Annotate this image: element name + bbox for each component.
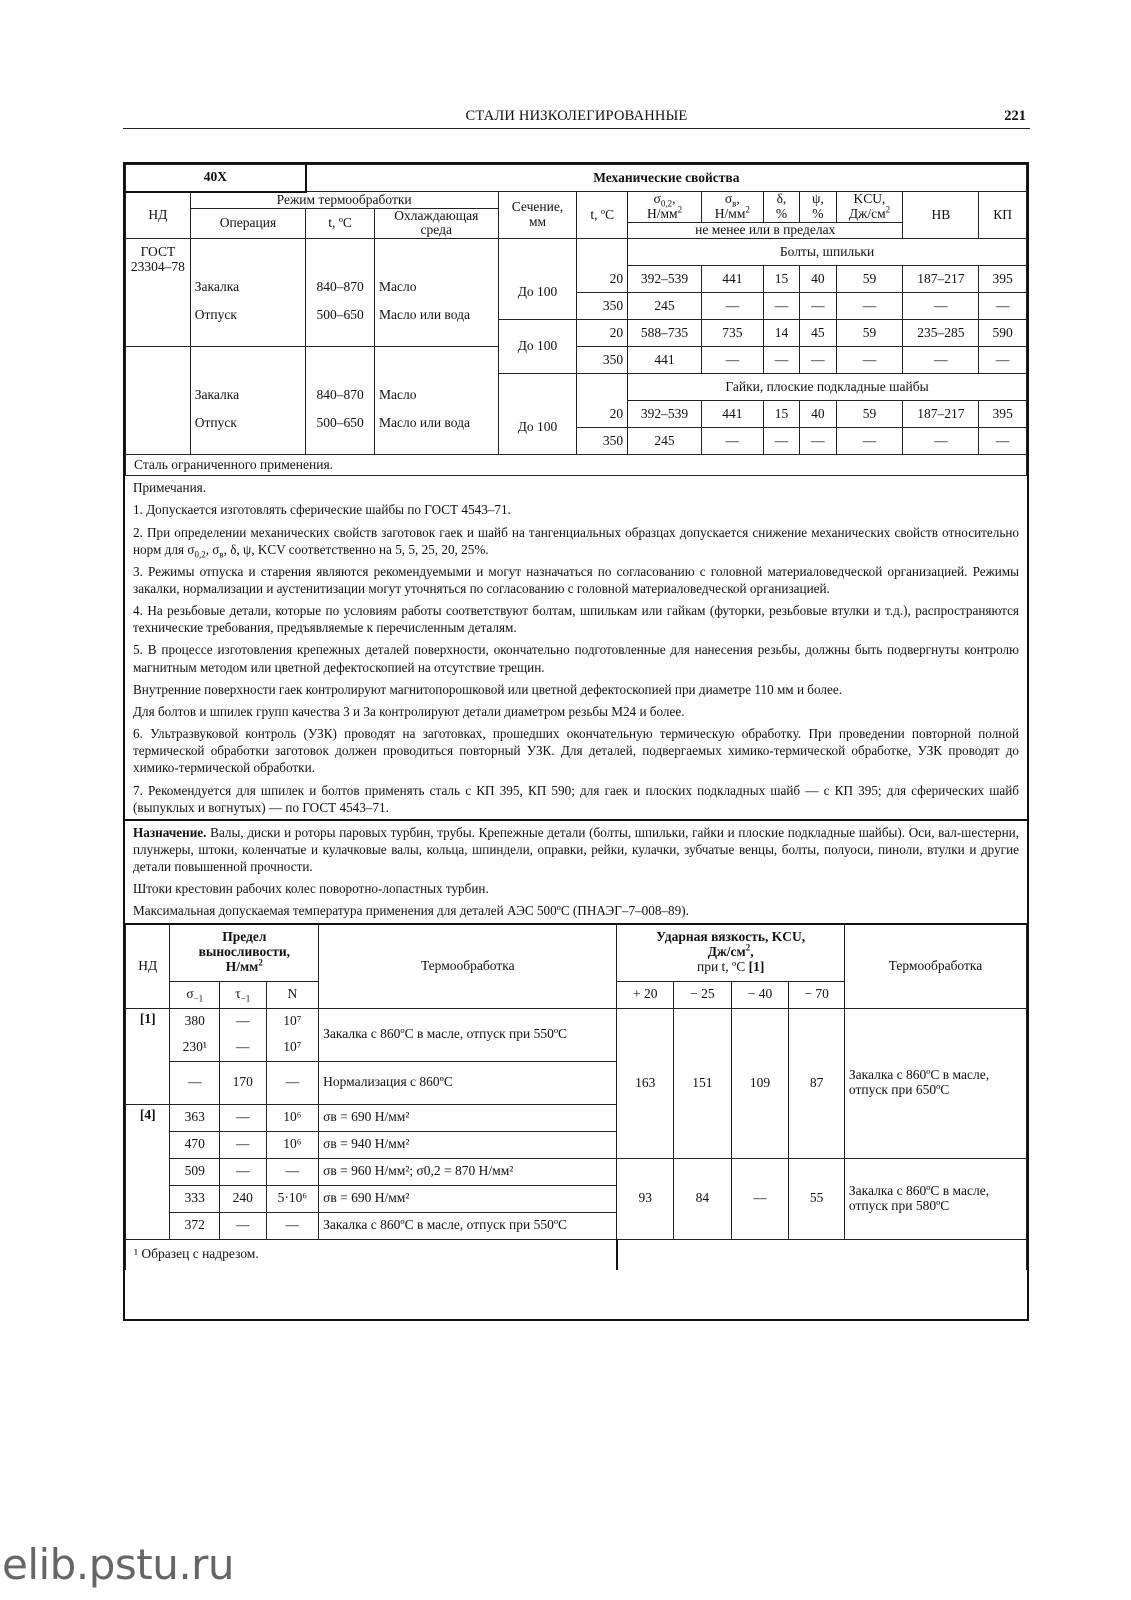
footnote: ¹ Образец с надрезом. [126,1239,617,1270]
cell: — [979,428,1027,455]
t2-col-tau: $\tau_{-1}$ [220,981,267,1008]
temp-header: − 25 [674,981,732,1008]
cell: 509 [170,1158,220,1185]
cell: 392–539 [628,266,702,293]
grade-cell: 40Х [126,165,306,192]
table-caption: Механические свойства [306,165,1027,192]
col-section: Сечение, мм [498,192,577,239]
group-nuts: Гайки, плоские подкладные шайбы [628,374,1027,401]
col-sb: $\sigma_в$, $Н/мм^2$ [701,192,763,223]
cell: — [701,347,763,374]
mechanical-properties-table [125,164,1027,476]
cell: — [763,293,799,320]
section-3: До 100 [498,401,577,455]
cell: 59 [836,401,903,428]
cell: 10⁶ [266,1131,319,1158]
heat-cell: Закалка с 860ºС в масле, отпуск при 550ºС [319,1008,617,1061]
col-kp: КП [979,192,1027,239]
cell: 392–539 [628,401,702,428]
cell: 170 [220,1061,267,1104]
subhead: не менее или в пределах [628,223,903,239]
cell: — [220,1104,267,1131]
notes-block [125,476,1027,819]
heat-cell: σв = 690 Н/мм² [319,1104,617,1131]
cell: — [220,1008,267,1035]
purpose-block [125,819,1027,923]
note-item: 4. На резьбовые детали, которые по условиям работы соответствуют болтам, шпилькам или гайкам (футорки, резьбовые втулки и т.д.), распространяются технические требования, предъявляемые к перечисленным деталям. [133,603,1019,636]
cell: 40 [800,401,836,428]
cell: 20 [577,266,628,293]
cell: — [903,347,979,374]
cell: 14 [763,320,799,347]
limited-note: Сталь ограниченного применения. [126,455,1027,476]
cell: — [701,428,763,455]
kcu-cell: 151 [674,1008,732,1158]
watermark: elib.pstu.ru [2,1540,235,1589]
t2-col-nd: НД [126,924,170,1009]
page-number: 221 [1004,108,1026,124]
col-hb: НВ [903,192,979,239]
cell: — [836,293,903,320]
cell: 240 [220,1185,267,1212]
cell: — [266,1061,319,1104]
col-t: t, ºC [306,208,375,239]
cell: 15 [763,266,799,293]
cell: — [220,1131,267,1158]
cell: 441 [701,401,763,428]
cell: 470 [170,1131,220,1158]
cell: 441 [701,266,763,293]
kcu-cell: 87 [789,1008,845,1158]
cell: 20 [577,401,628,428]
cell: 350 [577,428,628,455]
purpose-line: Штоки крестовин рабочих колес поворотно-лопастных турбин. [133,881,489,897]
temp-header: + 20 [617,981,674,1008]
t2-col-limit: Предел выносливости, $Н/мм^2$ [170,924,319,982]
cell: — [220,1212,267,1239]
purpose-label: Назначение. [133,824,207,840]
cell: 59 [836,266,903,293]
col-psi: ψ, % [800,192,836,223]
cell: — [763,428,799,455]
cell: 590 [979,320,1027,347]
cell: 5·10⁶ [266,1185,319,1212]
note-item: 6. Ультразвуковой контроль (УЗК) проводят на заготовках, прошедших окончательную термическую обработку. При проведении повторной полной термической обработки заготовок должен проводиться повторный УЗК. Для деталей, подвергаемых химико-термической обработке, УЗК проводят до химико-термической обработки. [133,726,1019,776]
section-1: До 100 [498,266,577,320]
note-item: Внутренние поверхности гаек контролируют магнитопорошковой или цветной дефектоскопией при диаметре 110 мм и более. [133,681,843,697]
cell: 235–285 [903,320,979,347]
t2-col-heat: Термообработка [319,924,617,1009]
temp-header: − 70 [789,981,845,1008]
cell: 187–217 [903,401,979,428]
cell: — [800,428,836,455]
cell: 187–217 [903,266,979,293]
note-item: 1. Допускается изготовлять сферические шайбы по ГОСТ 4543–71. [133,502,511,518]
note-item: 7. Рекомендуется для шпилек и болтов применять сталь с КП 395, КП 590; для гаек и плоских подкладных шайб — с КП 395; для сферических шайб (выпуклых и вогнутых) — по ГОСТ 4543–71. [133,782,1019,815]
cell: 588–735 [628,320,702,347]
temps-1: 840–870 500–650 [306,239,375,347]
cell: 333 [170,1185,220,1212]
note-item: Для болтов и шпилек групп качества 3 и 3а контролируют детали диаметром резьбы М24 и более. [133,703,685,719]
kcu-cell: 93 [617,1158,674,1239]
cell: — [701,293,763,320]
purpose-line: Максимальная допускаемая температура применения для деталей АЭС 500ºС (ПНАЭГ–7–008–89). [133,903,689,919]
ops-1: Закалка Отпуск [190,239,305,347]
notes-heading: Примечания. [133,480,207,496]
cell: — [220,1158,267,1185]
cell: — [220,1035,267,1062]
main-table-box [123,162,1029,1321]
running-title: СТАЛИ НИЗКОЛЕГИРОВАННЫЕ [465,108,688,124]
note-item: 3. Режимы отпуска и старения являются рекомендуемыми и могут назначаться по согласованию с головной материаловедческой организацией. Режимы закалки, нормализации и аустенитизации могут уточняться по согласованию с головной материаловедческой организацией. [133,563,1019,596]
kcu-cell: 109 [731,1008,789,1158]
ref-1: [1] [126,1008,170,1104]
cell: — [903,293,979,320]
cell: 245 [628,293,702,320]
t2-col-sigma: $\sigma_{-1}$ [170,981,220,1008]
section-2: До 100 [498,320,577,374]
cell: — [170,1061,220,1104]
media-1: Масло Масло или вода [375,239,499,347]
temps-2: 840–870 500–650 [306,347,375,455]
cell: 230¹ [170,1035,220,1062]
heat-cell: Закалка с 860ºС в масле, отпуск при 550ºС [319,1212,617,1239]
t2-col-n: N [266,981,319,1008]
col-kcu: KCU, $Дж/см^2$ [836,192,903,223]
heat-cell: Нормализация с 860ºС [319,1061,617,1104]
cell: — [266,1158,319,1185]
fatigue-impact-table [125,923,1027,1270]
cell: 45 [800,320,836,347]
cell: — [979,293,1027,320]
note-item: 5. В процессе изготовления крепежных деталей поверхности, окончательно подготовленные для нанесения резьбы, должны быть подвергнуты контролю магнитным методом или цветной дефектоскопией на отсутствие трещин. [133,642,1019,675]
cell: 15 [763,401,799,428]
cell: 350 [577,293,628,320]
cell: 20 [577,320,628,347]
temp-header: − 40 [731,981,789,1008]
cell: 372 [170,1212,220,1239]
cell: 380 [170,1008,220,1035]
purpose-text: Назначение. Валы, диски и роторы паровых турбин, трубы. Крепежные детали (болты, шпильки, гайки и плоские подкладные шайбы). Оси, вал-шестерни, плунжеры, штоки, коленчатые и кулачковые валы, кольца, шпиндели, оправки, рейки, кулачки, зубчатые венцы, болты, полуоси, пиноли, втулки и другие детали повышенной прочности. [133,824,1019,875]
cell: 10⁶ [266,1104,319,1131]
cell: 441 [628,347,702,374]
group-bolts: Болты, шпильки [628,239,1027,266]
cell: 10⁷ [266,1008,319,1035]
cell: 395 [979,401,1027,428]
heat-cell: σв = 690 Н/мм² [319,1185,617,1212]
col-delta: δ, % [763,192,799,223]
cell: 735 [701,320,763,347]
col-operation: Операция [190,208,305,239]
col-mode: Режим термообработки [190,192,498,209]
col-medium: Охлаждающая среда [375,208,499,239]
t2-col-heat2: Термообработка [844,924,1026,1009]
cell: 245 [628,428,702,455]
kcu-cell: 55 [789,1158,845,1239]
col-nd: НД [126,192,191,239]
cell: — [836,347,903,374]
cell: — [800,293,836,320]
heat-cell: σв = 940 Н/мм² [319,1131,617,1158]
cell: 10⁷ [266,1035,319,1062]
heat-right-1: Закалка с 860ºС в масле, отпуск при 650ºС [844,1008,1026,1158]
cell: — [800,347,836,374]
cell: 395 [979,266,1027,293]
cell: — [763,347,799,374]
cell: — [979,347,1027,374]
cell: 363 [170,1104,220,1131]
kcu-cell: 84 [674,1158,732,1239]
heat-cell: σв = 960 Н/мм²; σ0,2 = 870 Н/мм² [319,1158,617,1185]
kcu-cell: — [731,1158,789,1239]
nd-value: ГОСТ 23304–78 [126,239,191,347]
kcu-cell: 163 [617,1008,674,1158]
heat-right-2: Закалка с 860ºС в масле, отпуск при 580ºС [844,1158,1026,1239]
cell: — [266,1212,319,1239]
col-t2: t, ºC [577,192,628,239]
ref-4: [4] [126,1104,170,1239]
col-s02: $\sigma_{0,2}$, $Н/мм^2$ [628,192,702,223]
cell: — [903,428,979,455]
cell: 40 [800,266,836,293]
cell: — [836,428,903,455]
ops-2: Закалка Отпуск [190,347,305,455]
cell: 59 [836,320,903,347]
cell: 350 [577,347,628,374]
note-item: 2. При определении механических свойств заготовок гаек и шайб на тангенциальных образцах допускается снижение механических свойств относительно норм для $\sigma_{0,2}$, $\sigma_в$, δ, ψ, KCV соответственно на 5, 5, 25, 20, 25%. [133,524,1019,560]
media-2: Масло Масло или вода [375,347,499,455]
page-header [123,108,1030,129]
t2-col-kcu: Ударная вязкость, KCU, $Дж/см^2$, при t, ºC [1] [617,924,845,982]
